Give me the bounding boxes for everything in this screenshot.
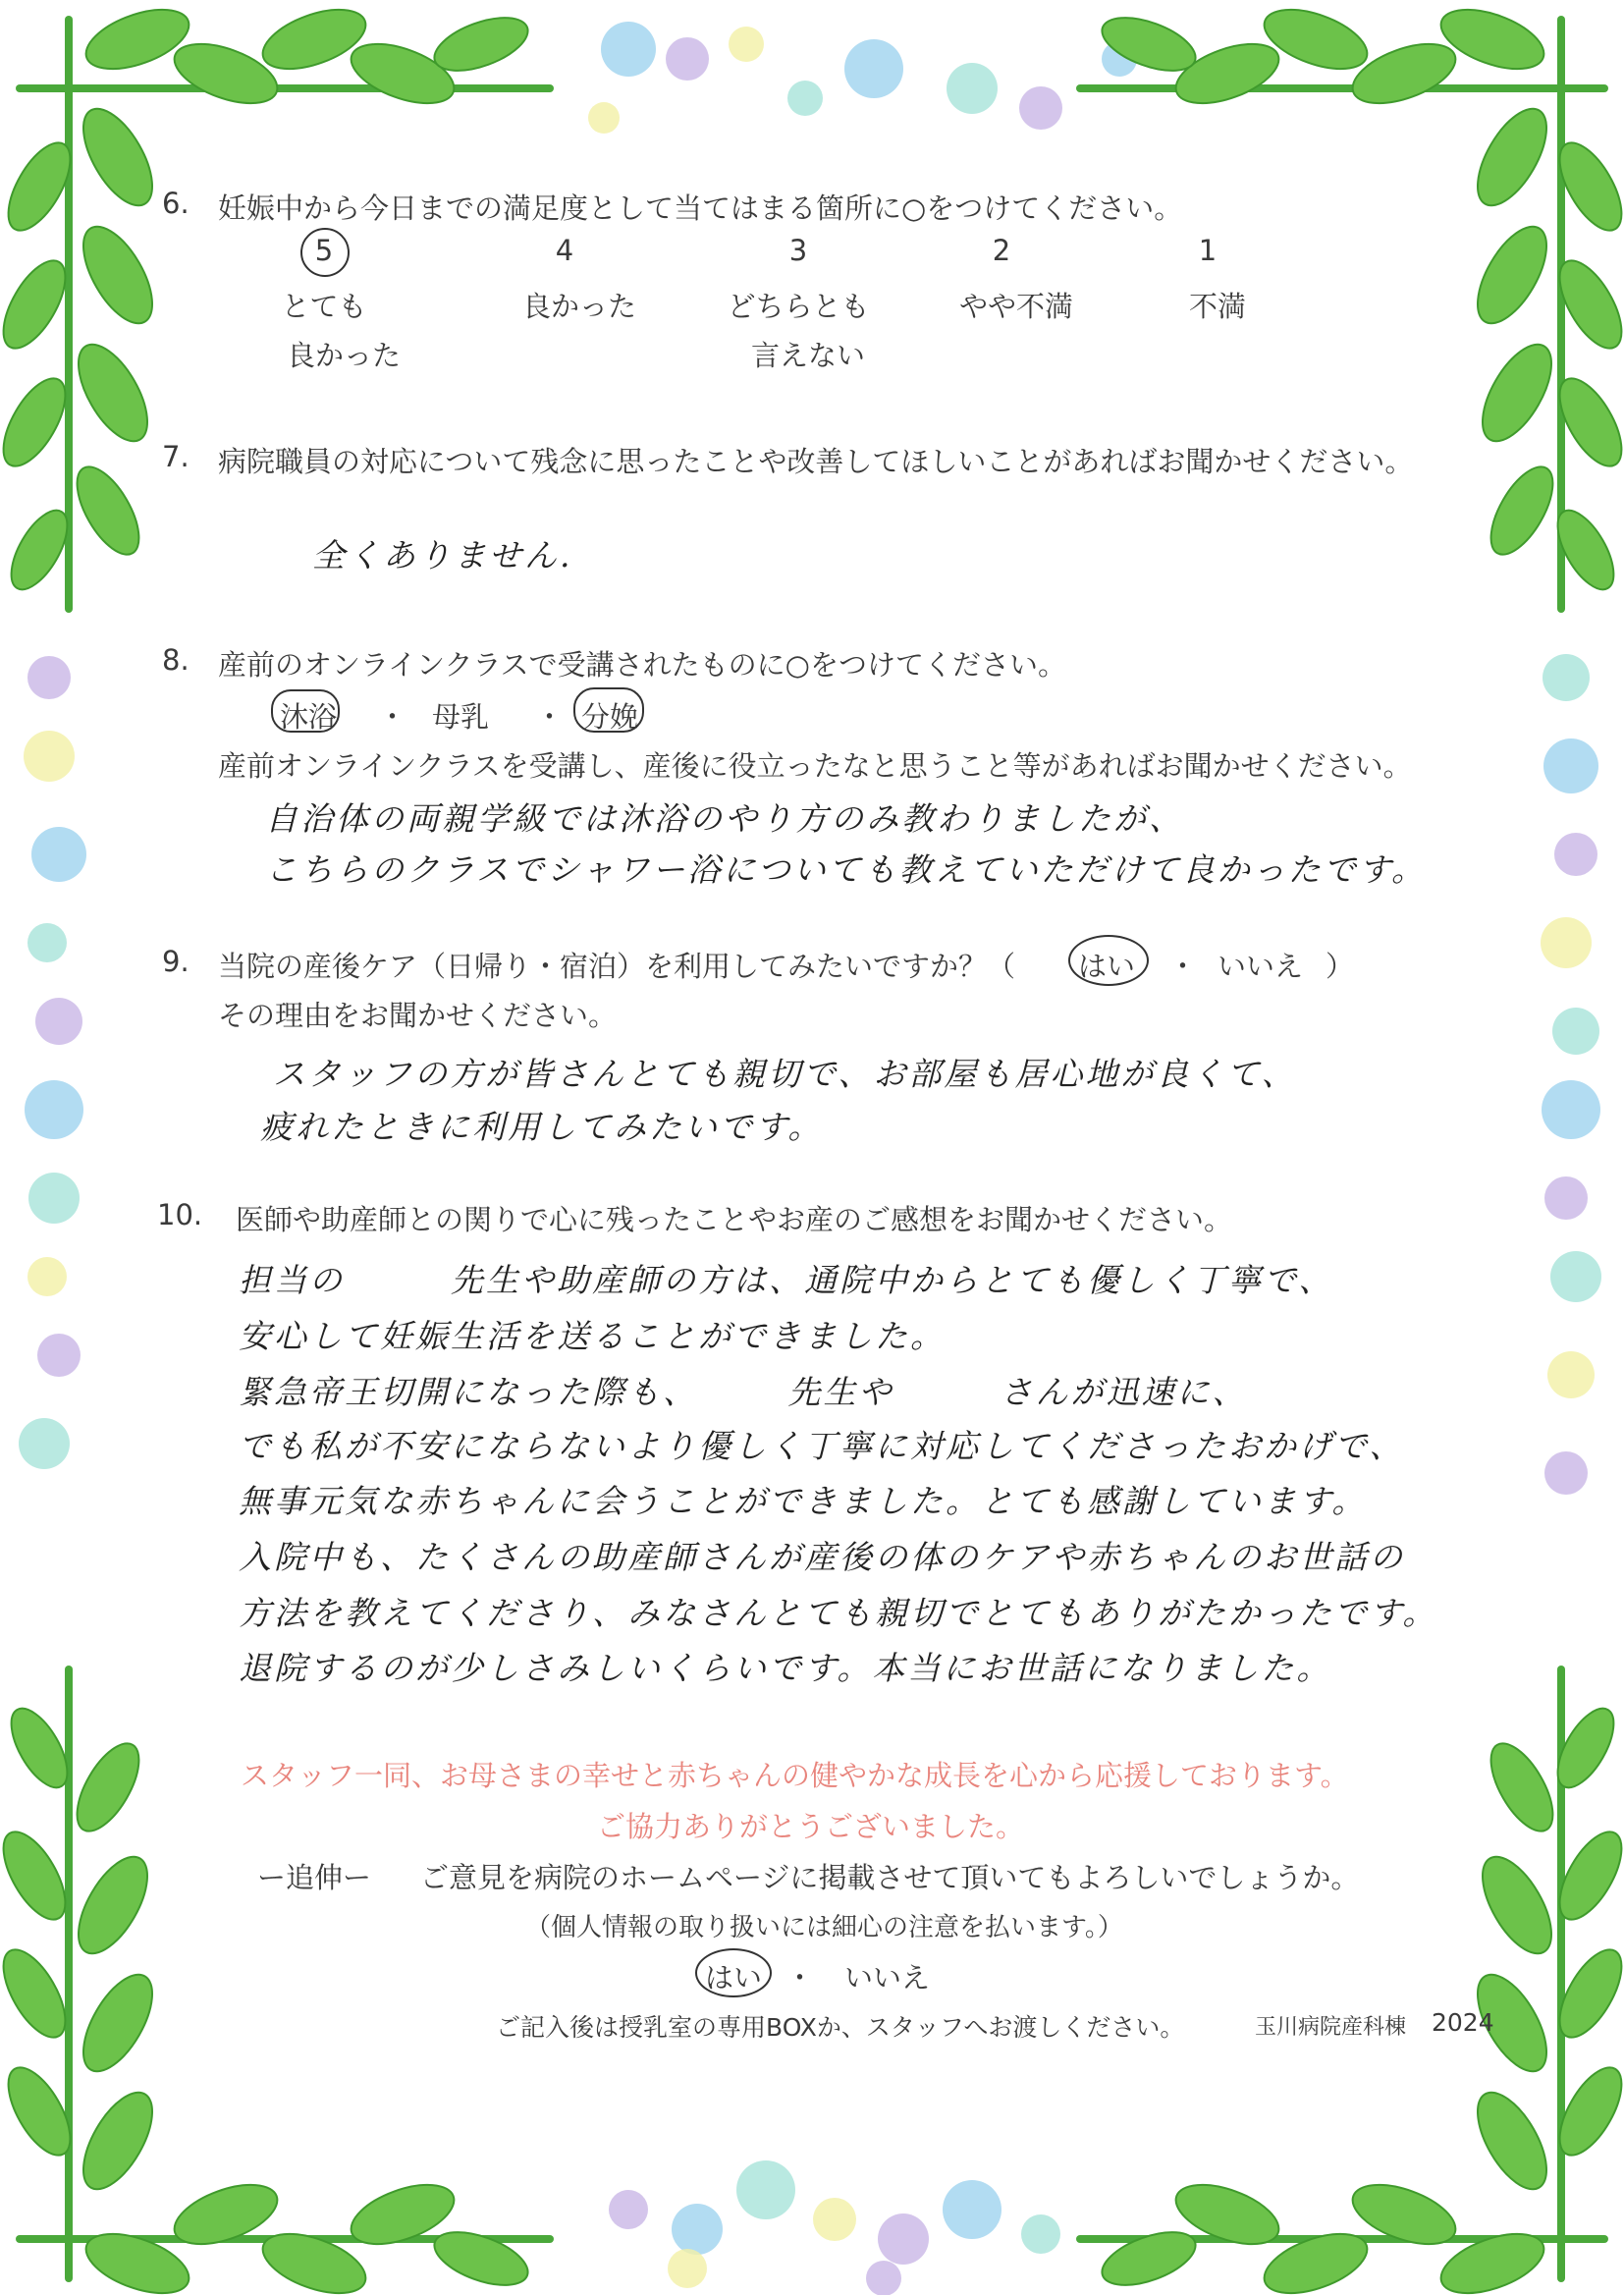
q6-option-5-label2: 良かった — [286, 339, 401, 372]
polka-dot — [19, 1418, 70, 1469]
q6-option-5-value: 5 — [314, 234, 334, 267]
polka-dot — [1019, 86, 1062, 130]
q7-answer: 全くありません. — [312, 536, 573, 574]
polka-dot — [27, 656, 71, 699]
leaf-shape — [65, 1846, 161, 1964]
q6-option-1-label1: 不満 — [1188, 290, 1246, 323]
polka-dot — [31, 827, 86, 882]
q8-option-bathing: 沐浴 — [280, 700, 338, 734]
polka-dot — [24, 731, 75, 782]
polka-dot — [27, 923, 67, 962]
polka-dot — [813, 2198, 856, 2241]
leaf-shape — [65, 458, 151, 565]
q10-answer-line-7: 方法を教えてくださり、みなさんとても親切でとてもありがたかったです。 — [239, 1594, 1438, 1632]
leaf-shape — [70, 2082, 166, 2200]
leaf-shape — [1479, 1734, 1565, 1841]
leaf-shape — [1469, 1846, 1565, 1964]
q10-answer-line-6: 入院中も、たくさんの助産師さんが産後の体のケアや赤ちゃんのお世話の — [239, 1538, 1405, 1576]
q8-sep-1: ・ — [378, 700, 407, 734]
q6-question: 妊娠中から今日までの満足度として当てはまる箇所に○をつけてください。 — [218, 191, 1183, 225]
leaf-shape — [1464, 2082, 1560, 2200]
polka-dot — [588, 102, 620, 134]
q10-number: 10. — [157, 1198, 203, 1231]
q8-question: 産前のオンラインクラスで受講されたものに○をつけてください。 — [218, 648, 1066, 682]
q6-option-4-value: 4 — [555, 234, 574, 267]
q8-number: 8. — [162, 643, 189, 677]
polka-dot — [609, 2190, 648, 2229]
polka-dot — [878, 2213, 929, 2265]
q6-option-2-label1: やや不満 — [958, 290, 1073, 323]
polka-dot — [668, 2249, 707, 2288]
q7-number: 7. — [162, 440, 189, 473]
q6-number: 6. — [162, 187, 189, 220]
polka-dot — [1021, 2214, 1060, 2254]
leaf-shape — [427, 2221, 534, 2295]
q8-option-delivery: 分娩 — [581, 700, 639, 734]
q8-subquestion: 産前オンラインクラスを受講し、産後に役立ったなと思うこと等があればお聞かせください。 — [218, 749, 1412, 783]
postscript-privacy-note: （個人情報の取り扱いには細心の注意を払います。） — [525, 1913, 1123, 1942]
polka-dot — [27, 1257, 67, 1296]
q9-yes: はい — [1078, 950, 1136, 983]
polka-dot — [844, 39, 903, 98]
q6-option-4-label1: 良かった — [521, 290, 636, 323]
postscript-sep: ・ — [785, 1961, 815, 1994]
polka-dot — [1550, 1251, 1601, 1302]
q9-close-paren: ） — [1326, 950, 1355, 983]
q9-subquestion: その理由をお聞かせください。 — [218, 999, 618, 1032]
q7-question: 病院職員の対応について残念に思ったことや改善してほしいことがあればお聞かせください。 — [218, 445, 1414, 478]
polka-dot — [666, 37, 709, 81]
footer-organization: 玉川病院産科棟 — [1255, 2015, 1407, 2040]
q6-option-3-value: 3 — [788, 234, 808, 267]
q9-number: 9. — [162, 945, 189, 978]
q6-option-2-value: 2 — [992, 234, 1011, 267]
polka-dot — [1552, 1008, 1599, 1055]
q9-yes-circle — [1068, 935, 1149, 986]
q9-answer-line-2: 疲れたときに利用してみたいです。 — [260, 1108, 824, 1146]
closing-thanks: ご協力ありがとうございました。 — [597, 1810, 1025, 1843]
polka-dot — [943, 2180, 1001, 2239]
q6-option-5-label1: とても — [281, 290, 367, 323]
polka-dot — [787, 81, 823, 116]
q6-selected-circle — [300, 228, 350, 277]
closing-message: スタッフ一同、お母さまの幸せと赤ちゃんの健やかな成長を心から応援しております。 — [241, 1759, 1349, 1792]
q10-answer-line-8: 退院するのが少しさみしいくらいです。本当にお世話になりました。 — [239, 1649, 1332, 1687]
leaf-shape — [70, 98, 166, 216]
postscript-label: ー追伸ー — [257, 1861, 372, 1894]
q6-option-1-value: 1 — [1198, 234, 1218, 267]
q9-sep: ・ — [1168, 950, 1198, 983]
leaf-shape — [1095, 2221, 1202, 2295]
q6-option-3-label1: どちらとも — [727, 290, 870, 323]
polka-dot — [601, 22, 656, 77]
q8-answer-line-1: 自治体の両親学級では沐浴のやり方のみ教わりましたが、 — [265, 799, 1184, 838]
q10-answer-line-2: 安心して妊娠生活を送ることができました。 — [239, 1317, 946, 1355]
q10-answer-line-4: でも私が不安にならないより優しく丁寧に対応してくださったおかげで、 — [239, 1427, 1405, 1465]
q8-delivery-circle — [573, 687, 644, 733]
polka-dot — [947, 63, 998, 114]
polka-dot — [736, 2160, 795, 2219]
postscript-yes: はい — [705, 1961, 763, 1994]
polka-dot — [35, 998, 82, 1045]
q9-answer-line-1: スタッフの方が皆さんとても親切で、お部屋も居心地が良くて、 — [273, 1055, 1297, 1093]
q6-option-3-label2: 言えない — [750, 339, 865, 372]
q8-sep-2: ・ — [535, 700, 565, 734]
q8-answer-line-2: こちらのクラスでシャワー浴についても教えていただけて良かったです。 — [265, 850, 1428, 889]
q9-no: いいえ — [1218, 950, 1304, 983]
polka-dot — [672, 2204, 723, 2255]
leaf-shape — [70, 1964, 166, 2082]
leaf-shape — [1469, 334, 1565, 452]
q10-question: 医師や助産師との関りで心に残ったことやお産のご感想をお聞かせください。 — [236, 1203, 1233, 1236]
leaf-shape — [65, 334, 161, 452]
leaf-shape — [1464, 98, 1560, 216]
polka-dot — [1541, 917, 1592, 968]
leaf-shape — [70, 216, 166, 334]
polka-dot — [729, 27, 764, 62]
leaf-shape — [65, 1734, 151, 1841]
polka-dot — [37, 1334, 81, 1377]
q10-answer-line-3: 緊急帝王切開になった際も、 先生や さんが迅速に、 — [239, 1373, 1248, 1411]
q9-question: 当院の産後ケア（日帰り・宿泊）を利用してみたいですか？（ — [218, 950, 1016, 983]
footer-instruction: ご記入後は授乳室の専用BOXか、スタッフへお渡しください。 — [496, 2013, 1185, 2042]
q10-answer-line-1: 担当の 先生や助産師の方は、通院中からとても優しく丁寧で、 — [239, 1261, 1334, 1299]
polka-dot — [25, 1080, 83, 1139]
polka-dot — [1554, 833, 1597, 876]
postscript-question: ご意見を病院のホームページに掲載させて頂いてもよろしいでしょうか。 — [420, 1861, 1360, 1894]
polka-dot — [1547, 1351, 1595, 1398]
polka-dot — [866, 2261, 901, 2295]
postscript-yes-circle — [695, 1948, 772, 1997]
leaf-shape — [1479, 458, 1565, 565]
q8-bathing-circle — [271, 689, 340, 733]
polka-dot — [1544, 1451, 1588, 1495]
polka-dot — [28, 1173, 80, 1224]
postscript-no: いいえ — [844, 1961, 931, 1994]
polka-dot — [1543, 738, 1598, 793]
polka-dot — [1544, 1176, 1588, 1220]
q8-option-breastfeeding: 母乳 — [432, 700, 490, 734]
q10-answer-line-5: 無事元気な赤ちゃんに会うことができました。とても感謝しています。 — [239, 1482, 1368, 1520]
leaf-shape — [1464, 216, 1560, 334]
polka-dot — [1542, 1080, 1600, 1139]
footer-year: 2024 — [1432, 2008, 1494, 2037]
polka-dot — [1543, 654, 1590, 701]
